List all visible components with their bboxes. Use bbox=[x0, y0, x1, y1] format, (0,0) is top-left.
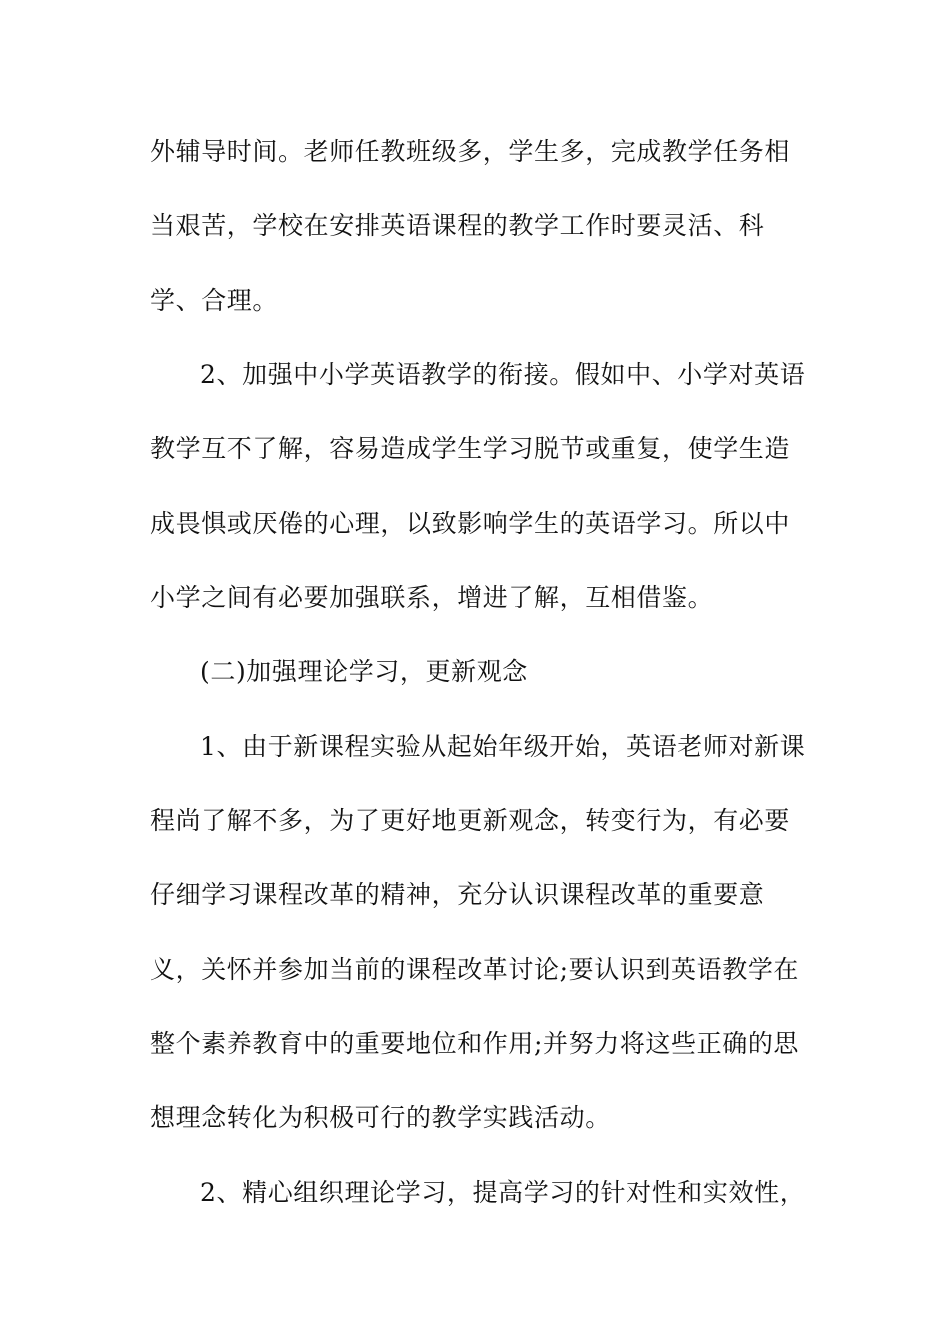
text-line: 仔细学习课程改革的精神，充分认识课程改革的重要意 bbox=[150, 880, 765, 909]
paragraph-start-line: 2、加强中小学英语教学的衔接。假如中、小学对英语 bbox=[200, 360, 806, 389]
text-line: 成畏惧或厌倦的心理，以致影响学生的英语学习。所以中 bbox=[150, 509, 791, 538]
text-line: 程尚了解不多，为了更好地更新观念，转变行为，有必要 bbox=[150, 806, 791, 835]
paragraph-start-line: 2、精心组织理论学习，提高学习的针对性和实效性， bbox=[200, 1178, 806, 1207]
text-line: 当艰苦，学校在安排英语课程的教学工作时要灵活、科 bbox=[150, 211, 765, 240]
text-line: 整个素养教育中的重要地位和作用;并努力将这些正确的思 bbox=[150, 1029, 800, 1058]
text-line: 教学互不了解，容易造成学生学习脱节或重复，使学生造 bbox=[150, 434, 791, 463]
paragraph-start-line: 1、由于新课程实验从起始年级开始，英语老师对新课 bbox=[200, 732, 806, 761]
section-heading: (二)加强理论学习，更新观念 bbox=[200, 657, 528, 686]
text-line: 小学之间有必要加强联系，增进了解，互相借鉴。 bbox=[150, 583, 714, 612]
text-line: 义，关怀并参加当前的课程改革讨论;要认识到英语教学在 bbox=[150, 955, 800, 984]
text-line: 外辅导时间。老师任教班级多，学生多，完成教学任务相 bbox=[150, 137, 791, 166]
text-line: 想理念转化为积极可行的教学实践活动。 bbox=[150, 1103, 611, 1132]
text-line: 学、合理。 bbox=[150, 286, 279, 315]
